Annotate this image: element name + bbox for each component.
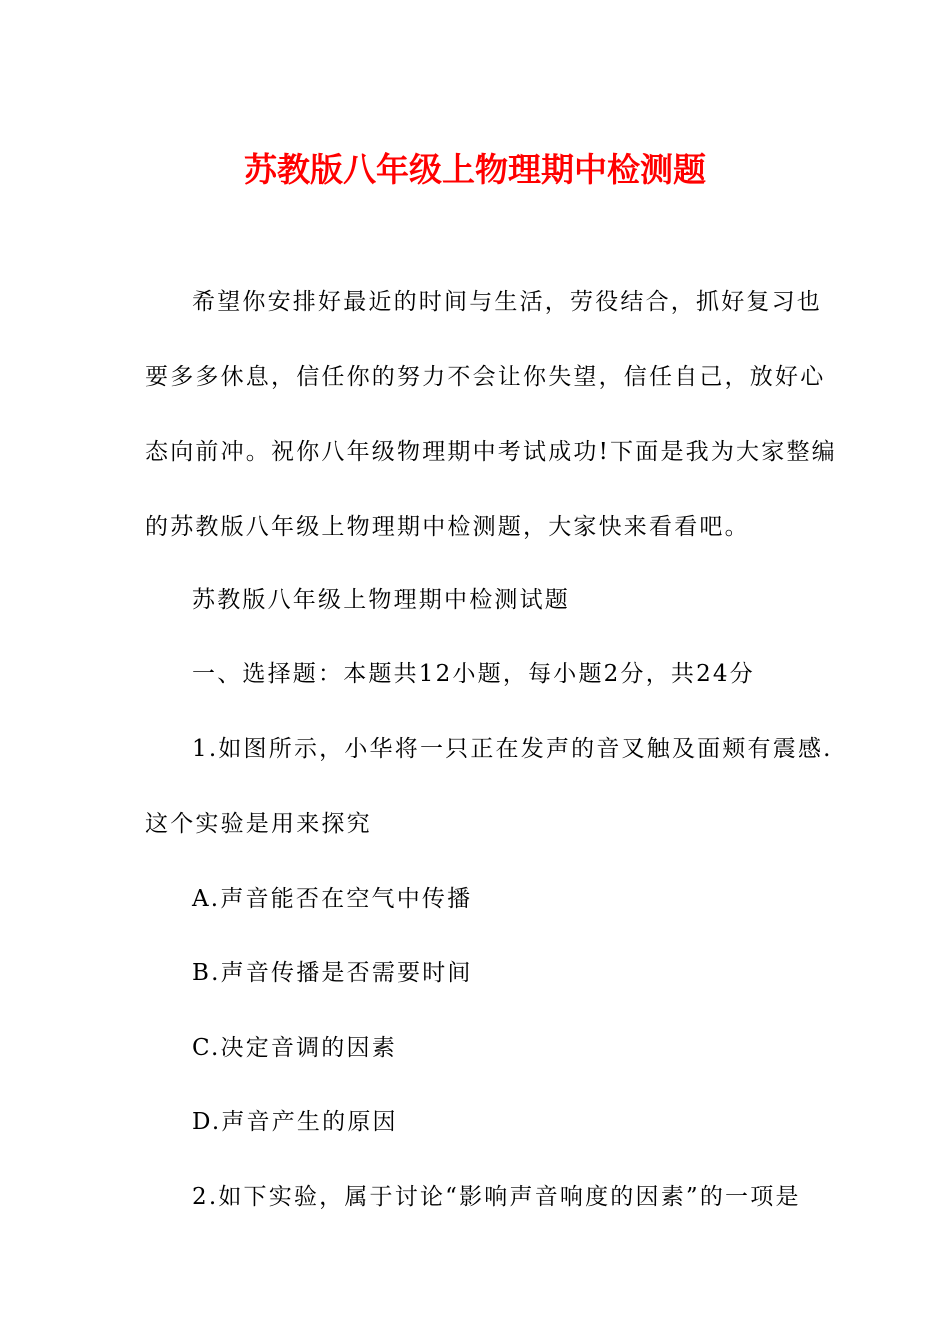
intro-paragraph-line-2: 要多多休息，信任你的努力不会让你失望，信任自己，放好心 (145, 364, 826, 390)
intro-paragraph-line-1: 希望你安排好最近的时间与生活，劳役结合，抓好复习也 (192, 289, 822, 315)
question-1-option-a: A.声音能否在空气中传播 (192, 886, 473, 912)
question-1-option-b: B.声音传播是否需要时间 (192, 960, 473, 986)
question-2-line-1: 2.如下实验，属于讨论“影响声音响度的因素”的一项是 (192, 1184, 801, 1210)
question-1-option-d: D.声音产生的原因 (192, 1109, 398, 1135)
question-1-line-1: 1.如图所示，小华将一只正在发声的音叉触及面颊有震感. (192, 736, 833, 762)
exam-heading: 苏教版八年级上物理期中检测试题 (192, 587, 570, 613)
intro-paragraph-line-4: 的苏教版八年级上物理期中检测题，大家快来看看吧。 (145, 514, 750, 540)
question-1-option-c: C.决定音调的因素 (192, 1035, 397, 1061)
document-title: 苏教版八年级上物理期中检测题 (244, 150, 706, 189)
intro-paragraph-line-3: 态向前冲。祝你八年级物理期中考试成功!下面是我为大家整编 (145, 439, 837, 465)
question-1-line-2: 这个实验是用来探究 (145, 811, 372, 837)
section-heading: 一、选择题：本题共12小题，每小题2分，共24分 (192, 661, 755, 687)
